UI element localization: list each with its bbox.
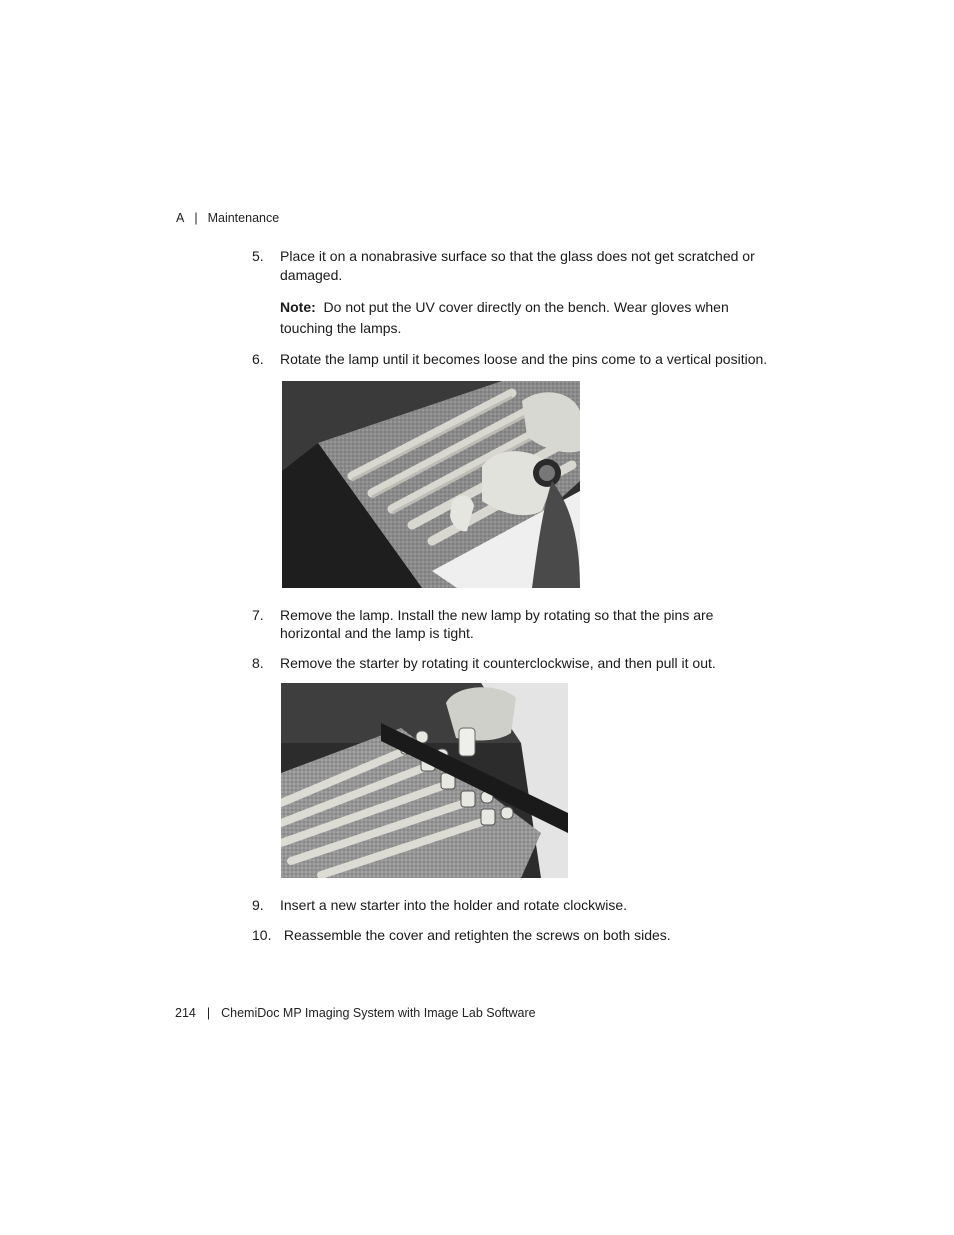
footer-separator: | [206, 1006, 211, 1020]
step-text-line1: Place it on a nonabrasive surface so that the glass does not get scratched or [280, 248, 755, 264]
header-separator: | [194, 211, 198, 225]
footer-title: ChemiDoc MP Imaging System with Image Lab Software [221, 1006, 536, 1020]
step-9 [252, 896, 772, 916]
step-text-line1: Remove the starter by rotating it counterclockwise, and then pull it out. [280, 655, 716, 671]
note [280, 297, 750, 339]
step-text-line2: damaged. [280, 267, 343, 283]
page-header [176, 211, 279, 225]
step-text-line1: Reassemble the cover and retighten the screws on both sides. [280, 927, 671, 943]
step-number: 7. [252, 607, 264, 623]
step-number: 5. [252, 248, 264, 264]
step-number: 6. [252, 351, 264, 367]
step-text-line1: Remove the lamp. Install the new lamp by rotating so that the pins are [280, 607, 714, 623]
page-number: 214 [175, 1006, 196, 1020]
note-label: Note: [280, 299, 316, 315]
photo-starter-removal [281, 683, 568, 878]
header-section: A [176, 211, 185, 225]
step-text-line2: horizontal and the lamp is tight. [280, 625, 474, 641]
step-number: 9. [252, 897, 264, 913]
step-5 [252, 247, 772, 287]
step-text-line1: Insert a new starter into the holder and rotate clockwise. [280, 897, 628, 913]
note-text-line2: touching the lamps. [280, 320, 402, 336]
photo-lamp-removal [282, 381, 580, 588]
note-text: Do not put the UV cover directly on the bench. Wear gloves when [315, 299, 729, 315]
page-footer [175, 1006, 536, 1020]
step-7 [252, 606, 772, 646]
step-number: 10. [252, 927, 272, 943]
step-8 [252, 654, 772, 674]
step-10 [252, 926, 772, 946]
step-text-line1: Rotate the lamp until it becomes loose and the pins come to a vertical position. [280, 351, 768, 367]
header-title: Maintenance [207, 211, 280, 225]
step-number: 8. [252, 655, 264, 671]
step-6 [252, 350, 792, 370]
